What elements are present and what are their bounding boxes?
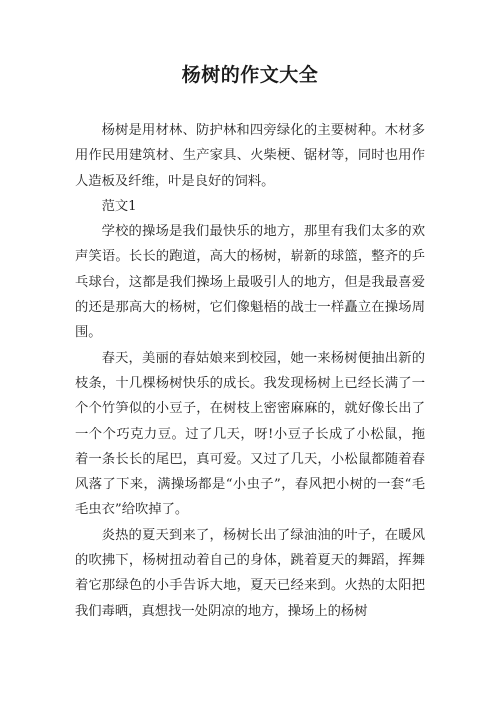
body-paragraph: 春天，美丽的春姑娘来到校园，她一来杨树便抽出新的枝条，十几棵杨树快乐的成长。我发现杨树上已经长满了一个个竹笋似的小豆子，在树枝上密密麻麻的，就好像长出了一个个巧克力豆。过了几天，呀!小豆子长成了小松鼠，拖着一条长长的尾巴，真可爱。又过了几天，小松鼠都随着春风落了下来，满操场都是“小虫子”，春风把小树的一套“毛毛虫衣”给吹掉了。 bbox=[75, 350, 425, 518]
body-paragraph: 学校的操场是我们最快乐的地方，那里有我们太多的欢声笑语。长长的跑道，高大的杨树，崭新的球篮，整齐的乒乓球台，这都是我们操场上最吸引人的地方，但是我最喜爱的还是那高大的杨树，它们像魁梧的战士一样矗立在操场周围。 bbox=[75, 224, 425, 341]
document-body bbox=[75, 118, 425, 624]
intro-paragraph: 杨树是用材林、防护林和四旁绿化的主要树种。木材多用作民用建筑材、生产家具、火柴梗、锯材等，同时也用作人造板及纤维，叶是良好的饲料。 bbox=[75, 123, 425, 189]
document-title: 杨树的作文大全 bbox=[181, 64, 319, 86]
body-paragraph: 炎热的夏天到来了，杨树长出了绿油油的叶子，在暖风的吹拂下，杨树扭动着自己的身体，跳着夏天的舞蹈，挥舞着它那绿色的小手告诉大地，夏天已经来到。火热的太阳把我们毒晒，真想找一处阴凉的地方，操场上的杨树 bbox=[75, 527, 425, 619]
essay-label: 范文1 bbox=[101, 198, 137, 214]
